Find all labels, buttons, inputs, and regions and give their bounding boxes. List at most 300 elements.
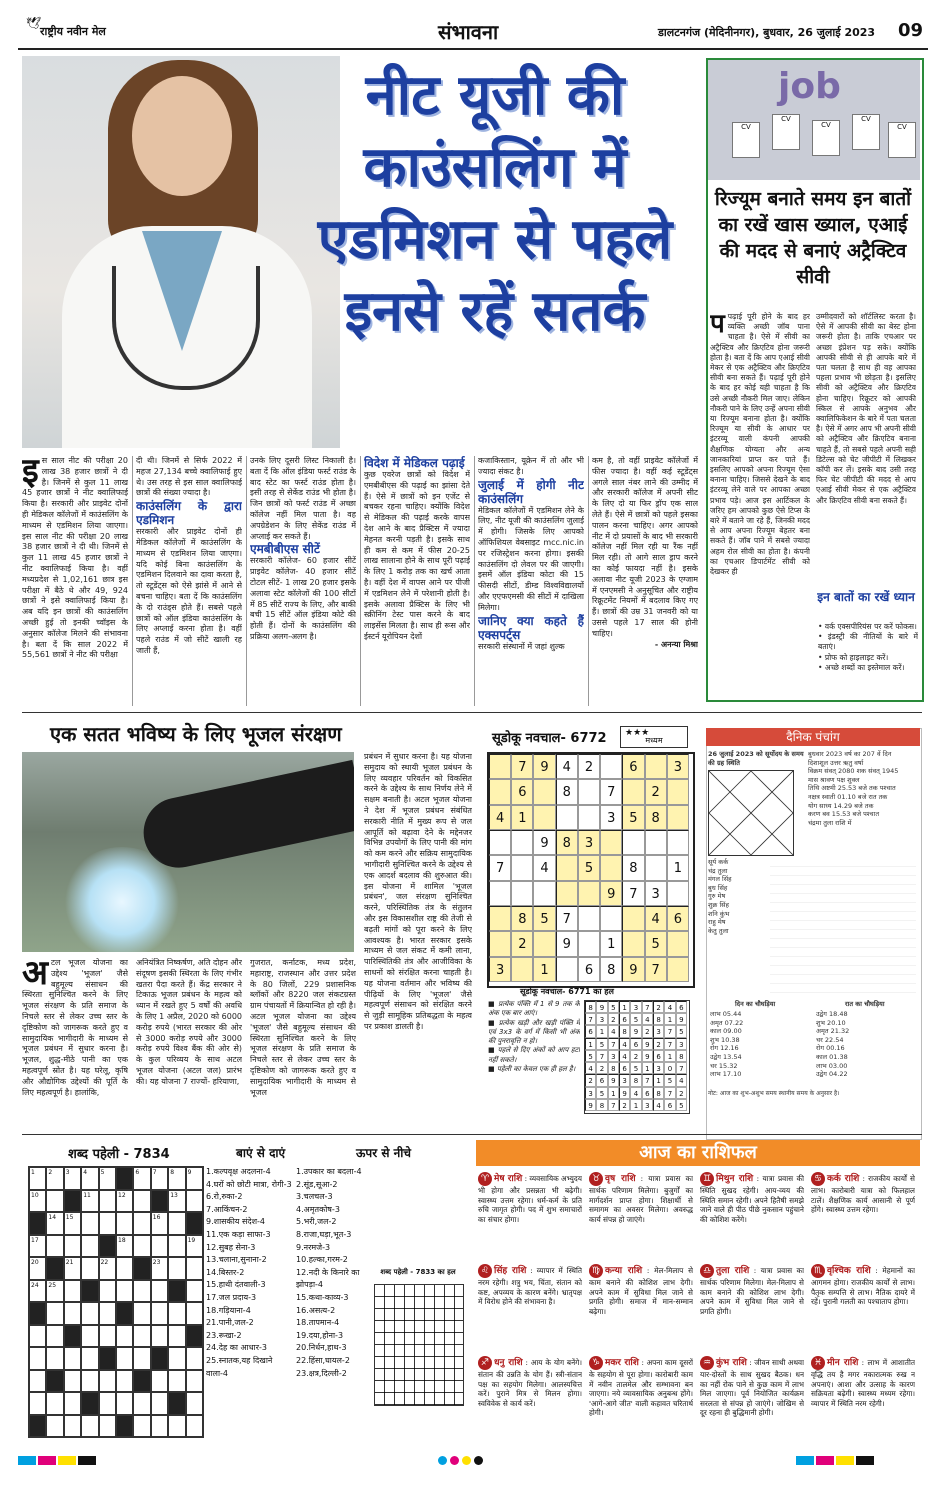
- rashi-name: सिंह राशि: [494, 1266, 527, 1276]
- sub-mbbs: एमबीबीएस सीटें: [250, 542, 320, 557]
- sudoku-answer-cell: 7: [664, 1038, 675, 1050]
- rashi-lion: [478, 1264, 582, 1348]
- sudoku-answer-cell: 9: [596, 1001, 607, 1013]
- sudoku-answer-cell: 2: [619, 1099, 630, 1111]
- rashi-name: मकर राशि: [605, 1358, 639, 1368]
- sudoku-answer-cell: 0: [664, 1062, 675, 1074]
- rashi-name: धनु राशि: [494, 1358, 523, 1368]
- rashi-name: मिथुन राशि: [716, 1174, 754, 1184]
- across-clue: 6.रो,रुका-2: [206, 1192, 243, 1202]
- rashi-name: मीन राशि: [827, 1358, 859, 1368]
- crossword-cell: [186, 1415, 203, 1438]
- sudoku-answer-grid: [584, 1000, 690, 1114]
- choghadiya-entry: उद्वेग 13.54: [710, 1052, 742, 1061]
- sudoku-answer-cell: 3: [630, 1001, 641, 1013]
- crossword-cell: [64, 1235, 81, 1258]
- sudoku-cell: [578, 906, 600, 931]
- rashi-text: : लाभ में आशातीत वृद्धि तय है मगर नकारात्मक रुख न अपनाएं। आशा और उत्साह के कारण सक्रियता बढ़ेगी। स्वास्थ्य मध्यम रहेगा। व्यापार में स्थिति नरम रहेगी।: [811, 1358, 915, 1408]
- crossword-cell: [64, 1280, 81, 1303]
- pot-icon: ♒: [700, 1356, 714, 1370]
- sudoku-cell: 2: [578, 754, 600, 779]
- sudoku-cell: [667, 881, 689, 906]
- planet-line: केतु तुला: [708, 926, 729, 935]
- sudoku-cell: 5: [578, 855, 600, 880]
- down-clue: 2.सूंड,सूआ-2: [296, 1179, 338, 1189]
- planet-line: चंद्र तुला: [708, 866, 728, 875]
- planet-line: मंगल सिंह: [708, 875, 732, 884]
- crossword-cell: [133, 1392, 150, 1415]
- planet-line: गुरु मेष: [708, 892, 726, 901]
- sudoku-cell: 6: [667, 906, 689, 931]
- crossword-cell: [99, 1347, 116, 1370]
- sudoku-answer-cell: 7: [642, 1074, 653, 1086]
- sudoku-answer-cell: 8: [630, 1074, 641, 1086]
- page-number: 09: [898, 20, 924, 41]
- sudoku-answer-cell: 6: [653, 1050, 664, 1062]
- crossword-cell: [116, 1347, 133, 1370]
- sudoku-cell: 1: [533, 957, 555, 982]
- crossword-cell: [81, 1212, 98, 1235]
- crossword-cell: [151, 1370, 168, 1393]
- sudoku-answer-cell: 3: [653, 1025, 664, 1037]
- gw-col-3: गुजरात, कर्नाटक, मध्य प्रदेश, महाराष्ट्र, राजस्थान और उत्तर प्रदेश के 80 जिलों, 229 प्रशासनिक ब्लॉकों और 8220 जल संकटग्रस्त ग्राम पंचायतों में क्रियान्वित हो रही है। अटल भूजल योजना का उद्देश्य 'भूजल' जैसे बहुमूल्य संसाधन की स्थिरता सुनिश्चित करने के लिए भूजल संरक्षण के प्रति समाज के निचले स्तर से लेकर उच्च स्तर के दृष्टिकोण को जागरूक करते हुए व सामुदायिक भागीदारी के माध्यम से भूजल: [250, 958, 356, 1097]
- planet-line: शनि कुंभ: [708, 909, 730, 918]
- crossword-cell: [99, 1370, 116, 1393]
- sudoku-answer-cell: 1: [664, 1050, 675, 1062]
- sudoku-answer-cell: 6: [642, 1087, 653, 1099]
- lead-col-2: दी थी। जिनमें से सिर्फ 2022 में महज 27,134 बच्चे क्वालिफाई हुए थे। उस तरह से इस साल क्वालिफाई छात्रों की संख्या ज्यादा है। काउंसलिंग के द्वारा एडमिशन सरकारी और प्राइवेट दोनों ही मेडिकल कॉलेजों में काउंसलिंग के माध्यम से एडमिशन लिया जाएगा। यदि कोई बिना काउंसलिंग के एडमिशन दिलवाने का दावा करता है, तो स्टूडेंट्स को ऐसे झांसे में आने से बचना चाहिए। बता दें कि काउंसलिंग के दो राउंड्स होते हैं। सबसे पहले छात्रों को ऑल इंडिया काउंसलिंग के लिए अप्लाई करना होता है। वहीं पहले राउंड में जो सीटें खाली रह जाती हैं,: [136, 456, 242, 655]
- down-clue: 8.राजा,घड़ा,भूत-3: [296, 1229, 352, 1239]
- choghadiya-entry: रोग 12.16: [710, 1044, 739, 1053]
- rashi-ram: [478, 1172, 582, 1256]
- rashi-text: : व्यापार में स्थिति नरम रहेगी। शत्रु भय, चिंता, संतान को कष्ट, अपव्यय के कारण बनेंगे। भ्रातृपक्ष में विरोध होने की संभावना है।: [478, 1266, 582, 1306]
- sudoku-cell: 1: [511, 805, 533, 830]
- crab-icon: ♋: [811, 1172, 825, 1186]
- crossword-cell: [29, 1347, 46, 1370]
- fish-icon: ♓: [811, 1356, 825, 1370]
- crossword-cell: [64, 1347, 81, 1370]
- down-clue: 20.निर्धन,हाथ-3: [296, 1343, 347, 1353]
- crossword-cell: 12: [116, 1190, 133, 1213]
- crossword-cell: 13: [168, 1190, 185, 1213]
- job-logo: job: [778, 66, 841, 107]
- sudoku-answer-cell: 2: [676, 1087, 687, 1099]
- across-clue: 9.शासकीय संदेश-4: [206, 1217, 266, 1227]
- crossword-cell: [81, 1392, 98, 1415]
- rashifal-title: आज का राशिफल: [476, 1140, 920, 1166]
- rashi-pot: [700, 1356, 804, 1440]
- sudoku-answer-cell: 4: [630, 1087, 641, 1099]
- sudoku-answer-cell: 7: [664, 1087, 675, 1099]
- sudoku-cell: 5: [533, 906, 555, 931]
- sudoku-cell: 7: [489, 855, 511, 880]
- across-clue: 18.गड़ियाना-4: [206, 1305, 251, 1315]
- rashi-twins: [700, 1172, 804, 1256]
- crossword-cell: [116, 1415, 133, 1438]
- sudoku-cell: 9: [556, 931, 578, 956]
- crossword-cell: [116, 1167, 133, 1190]
- crossword-cell: 14: [46, 1212, 63, 1235]
- sudoku-answer-cell: 4: [619, 1038, 630, 1050]
- crossword-cell: [29, 1325, 46, 1348]
- crossword-cell: [99, 1190, 116, 1213]
- sudoku-cell: [489, 881, 511, 906]
- crossword-cell: 11: [81, 1190, 98, 1213]
- sudoku-cell: [578, 931, 600, 956]
- crossword-cell: [29, 1392, 46, 1415]
- crossword-cell: [168, 1212, 185, 1235]
- across-clue: 11.एक कड़ा साफा-3: [206, 1229, 271, 1239]
- job-tips-title: इन बातों का रखें ध्यान: [817, 590, 915, 604]
- crossword-grid: [28, 1166, 204, 1438]
- crossword-cell: 4: [81, 1167, 98, 1190]
- sudoku-cell: 9: [533, 754, 555, 779]
- sudoku-cell: [578, 779, 600, 804]
- sudoku-answer-cell: 5: [676, 1099, 687, 1111]
- scorpion-icon: ♏: [811, 1264, 825, 1278]
- crossword-cell: [116, 1392, 133, 1415]
- crossword-cell: 23: [151, 1257, 168, 1280]
- panchang-line: दिशाशूल उत्तर ऋतु वर्षा: [808, 758, 864, 767]
- panchang-line: करण बव 15.53 बजे पश्चात: [808, 810, 880, 819]
- sudoku-answer-cell: 8: [676, 1050, 687, 1062]
- choghadiya-entry: काल 01.38: [816, 1052, 848, 1061]
- byline: - अनन्या मिश्रा: [654, 639, 698, 649]
- sudoku-cell: 8: [511, 906, 533, 931]
- rashi-text: : आय के योग बनेंगे। संतान की उन्नति के योग हैं। स्त्री-संतान पक्ष का सहयोग मिलेगा। आलस्यचित्त करें। पुराने मित्र से मिलन होगा। स्वविवेक से कार्य करें।: [478, 1358, 582, 1408]
- sudoku-answer-cell: 1: [642, 1062, 653, 1074]
- crossword-cell: [186, 1190, 203, 1213]
- across-clue: 25.स्नातक,यह दिखाने वाला-4: [206, 1355, 273, 1378]
- sudoku-cell: 8: [600, 957, 622, 982]
- bull-icon: ♉: [589, 1172, 603, 1186]
- rashi-text: : यात्रा प्रवास का सार्थक परिणाम मिलेगा। मेल-मिलाप से काम बनाने की कोशिश लाभ देगी। अपने काम में सुविधा मिल जाने से प्रगति होगी।: [700, 1266, 804, 1316]
- crossword-cell: [133, 1370, 150, 1393]
- sudoku-cell: [511, 830, 533, 855]
- sudoku-cell: 6: [622, 754, 644, 779]
- bird-logo-icon: 🕊: [26, 16, 42, 30]
- sudoku-answer-cell: 2: [630, 1050, 641, 1062]
- panchang-line: नक्षत्र स्वाती 01.10 बजे रात तक: [808, 792, 888, 801]
- sudoku-answer-cell: 7: [585, 1013, 596, 1025]
- day-choghadiya-title: दिन का चौघड़िया: [735, 1000, 776, 1008]
- crossword-cell: [29, 1415, 46, 1438]
- crossword-cell: 5: [99, 1167, 116, 1190]
- newspaper-logo: राष्ट्रीय नवीन मेल: [40, 25, 106, 38]
- crossword-cell: 22: [99, 1257, 116, 1280]
- sudoku-answer-title: सूडोकू नवचाल- 6771 का हल: [520, 987, 614, 996]
- sudoku-rules: ■ प्रत्येक पंक्ति में 1 से 9 तक के अंक एक बार आएं। ■ प्रत्येक खड़ी और खड़ी पंक्ति में एवं 3x3 के वर्ग में किसी भी अंक की पुनरावृत्ति न हो। ■ पहले से दिए अंकों को आप हटा नहीं सकते। ■ पहेली का केवल एक ही हल है।: [488, 1000, 580, 1074]
- sudoku-cell: 2: [645, 779, 667, 804]
- sudoku-cell: [667, 931, 689, 956]
- crossword-cell: 20: [29, 1257, 46, 1280]
- sudoku-cell: [489, 931, 511, 956]
- crossword-cell: [116, 1302, 133, 1325]
- gw-col-2: अनियंत्रित निष्कर्षण, अति दोहन और संदूषण इसकी स्थिरता के लिए गंभीर खतरा पैदा करते हैं। केंद्र सरकार ने टिकाऊ भूजल प्रबंधन के महत्व को ध्यान में रखते हुए 5 वर्षों की अवधि के लिए 1 अप्रैल, 2020 को 6000 करोड़ रुपये (भारत सरकार की ओर से 3000 करोड़ रुपये और 3000 करोड़ रुपये विश्व बैंक की ओर से) के कुल परिव्यय के साथ अटल भूजल योजना (अटल जल) प्रारंभ की। यह योजना 7 राज्यों- हरियाणा,: [136, 958, 242, 1086]
- sudoku-answer-cell: 5: [596, 1038, 607, 1050]
- crossword-cell: [46, 1347, 63, 1370]
- kundli-chart-icon: [708, 770, 794, 856]
- sudoku-cell: [556, 881, 578, 906]
- choghadiya-entry: काल 09.00: [710, 1027, 742, 1036]
- star-icon: ★★★: [625, 728, 650, 738]
- crossword-cell: 17: [29, 1235, 46, 1258]
- rashi-name: वृष राशि: [605, 1174, 636, 1184]
- sudoku-cell: [645, 855, 667, 880]
- crossword-answer-title: शब्द पहेली - 7833 का हल: [380, 1268, 456, 1276]
- crossword-cell: 9: [186, 1167, 203, 1190]
- crossword-cell: [64, 1302, 81, 1325]
- sudoku-level: ★★★ मध्यम: [620, 726, 688, 748]
- sudoku-cell: [622, 779, 644, 804]
- crossword-cell: [64, 1370, 81, 1393]
- crossword-cell: [116, 1370, 133, 1393]
- cv-card-icon: CV: [852, 114, 880, 150]
- job-col-2: उम्मीदवारों को शॉर्टलिस्ट करता है। ऐसे में आपकी सीवी का बेस्ट होना जरूरी होता है। ताकि एचआर पर अच्छा इंप्रेशन पड़ सके। क्योंकि आपकी सीवी से ही आपके बारे में पता चलता है साथ ही वह आपका पहला प्रभाव भी छोड़ता है। इसलिए सीवी को अट्रैक्टिव और क्रिएटिव होना चाहिए। रिक्रूटर को आपकी स्किल से आपके अनुभव और क्वालिफिकेशन के बारे में पता चलता है। ऐसे में अगर आप भी अपनी सीवी को अट्रैक्टिव और क्रिएटिव बनाना चाहते हैं, तो सबसे पहले अपनी सही डिटेल्स को चेट जीपीटी में लिखकर कॉपी कर लें। इसके बाद उसी तरह फिर चेट जीपीटी की मदद से आप एआई सीवी मेकर से एक अट्रैक्टिव और क्रिएटिव सीवी बना सकते हैं।: [816, 312, 916, 505]
- sudoku-cell: 9: [622, 957, 644, 982]
- sudoku-answer-cell: 1: [619, 1001, 630, 1013]
- sudoku-cell: 8: [645, 805, 667, 830]
- sudoku-cell: 7: [511, 754, 533, 779]
- sudoku-answer-cell: 4: [676, 1074, 687, 1086]
- sudoku-cell: [511, 957, 533, 982]
- sudoku-answer-cell: 4: [585, 1062, 596, 1074]
- sudoku-cell: [533, 881, 555, 906]
- crossword-cell: [133, 1302, 150, 1325]
- panchang-title: दैनिक पंचांग: [706, 728, 920, 746]
- sudoku-cell: 7: [622, 881, 644, 906]
- down-title: ऊपर से नीचे: [356, 1146, 411, 1160]
- choghadiya-entry: अमृत 07.22: [710, 1018, 744, 1027]
- choghadiya-entry: लाभ 17.10: [710, 1070, 742, 1079]
- rashi-maiden: [589, 1264, 693, 1348]
- sudoku-cell: [489, 830, 511, 855]
- sudoku-answer-cell: 6: [676, 1001, 687, 1013]
- panchang-line: विक्रम संवत् 2080 शक संवत् 1945: [808, 767, 899, 776]
- lead-col-3: उनके लिए दूसरी लिस्ट निकाली है। बता दें कि ऑल इंडिया फर्स्ट राउंड के बाद स्टेट का फर्स्ट राउंड होता है। इसी तरह से सेकेंड राउंड भी होता है। जिन छात्रों को फर्स्ट राउंड में अच्छा कॉलेज नहीं मिल पाता है। वह अपग्रेडेशन के लिए सेकेंड राउंड में अप्लाई कर सकते हैं। एमबीबीएस सीटें सरकारी कॉलेज- 60 हजार सीटें प्राइवेट कॉलेज- 40 हजार सीटें टोटल सीटें- 1 लाख 20 हजार इसके अलावा स्टेट कॉलेजों की 100 सीटों में 85 सीटें राज्य के लिए, और बाकी बची 15 सीटें ऑल इंडिया कोटे की होती हैं। दोनों के काउंसलिंग की प्रक्रिया अलग-अलग है।: [250, 456, 356, 641]
- sudoku-cell: 4: [645, 906, 667, 931]
- crossword-cell: [186, 1392, 203, 1415]
- panchang-line: बुधवार 2023 वर्ष का 207 वें दिन: [808, 750, 892, 758]
- sudoku-cell: 7: [556, 906, 578, 931]
- sudoku-cell: 3: [578, 830, 600, 855]
- gw-col-1: अटल भूजल योजना का उद्देश्य 'भूजल' जैसे बहुमूल्य संसाधन की स्थिरता सुनिश्चित करने के लिए भूजल संरक्षण के प्रति समाज के निचले स्तर से लेकर उच्च स्तर के दृष्टिकोण को जागरूक करते हुए व सामुदायिक भागीदारी के माध्यम से भूजल प्रबंधन में सुधार करना है। भूजल, शुद्ध-मीठे पानी का एक महत्वपूर्ण स्रोत है। यह घरेलू, कृषि और औद्योगिक उद्देश्यों की पूर्ति के लिए महत्वपूर्ण है। हालांकि,: [22, 958, 128, 1097]
- crossword-cell: 25: [46, 1280, 63, 1303]
- sudoku-cell: [556, 805, 578, 830]
- across-clue: 17.जल प्रदाय-3: [206, 1292, 257, 1302]
- rashi-bull: [589, 1172, 693, 1256]
- sudoku-cell: [511, 855, 533, 880]
- crossword-cell: [64, 1325, 81, 1348]
- sudoku-answer-cell: 5: [608, 1001, 619, 1013]
- print-color-bar: [18, 1450, 928, 1464]
- rashi-text: : मेहमानों का आगमन होगा। राजकीय कार्यों से लाभ। पैतृक सम्पत्ति से लाभ। नैतिक दायरे में रहें। पुरानी गलती का पश्चाताप होगा।: [811, 1266, 915, 1306]
- sudoku-answer-cell: 5: [630, 1013, 641, 1025]
- crossword-cell: 15: [64, 1212, 81, 1235]
- crossword-cell: [168, 1370, 185, 1393]
- panchang-intro: 26 जुलाई 2023 को सूर्योदय के समय की ग्रह स्थिति: [708, 750, 804, 767]
- sudoku-answer-cell: 9: [608, 1074, 619, 1086]
- gw-col-4: प्रबंधन में सुधार करना है। यह योजना समुदाय को स्थायी भूजल प्रबंधन के लिए व्यवहार परिवर्तन को विकसित करने के उद्देश्य के साथ निर्णय लेने में सक्षम बनाती है। अटल भूजल योजना ने देश में भूजल प्रबंधन संबंधित सरकारी नीति में मुख्य रूप से जल आपूर्ति को बढ़ावा देने के मद्देनजर विभिन्न उपयोगों के लिए पानी की मांग को कम करने और सक्रिय सामुदायिक भागीदारी सुनिश्चित करने के उद्देश्य से एक आदर्श बदलाव की शुरुआत की। इस योजना में शामिल 'भूजल प्रबंधन', जल संरक्षण सुनिश्चित करने, परिस्थितिक तंत्र के संतुलन और इस विकासशील राष्ट्र की तेजी से बढ़ती मांगों को पूरा करने के लिए आवश्यक है। भारत सरकार इसके माध्यम से जल संकट में कमी लाना, पारिस्थितिकी तंत्र और आजीविका के साधनों को संरक्षित करना चाहती है। यह योजना वर्तमान और भविष्य की पीढ़ियों के लिए 'भूजल' जैसे महत्वपूर्ण संसाधन को संरक्षित करने से जुड़ी सामूहिक प्रतिबद्धता के महत्व पर प्रकाश डालती है।: [364, 752, 472, 1031]
- crossword-cell: [151, 1190, 168, 1213]
- crossword-cell: [81, 1347, 98, 1370]
- cv-card-icon: CV: [732, 122, 760, 158]
- across-clue: 12.सुबह सेना-3: [206, 1242, 256, 1252]
- down-clue: 4.अमृतकोष-3: [296, 1204, 340, 1214]
- down-clue: 10.हल्का,गरम-2: [296, 1255, 348, 1265]
- sudoku-cell: 5: [645, 931, 667, 956]
- sudoku-answer-cell: 8: [619, 1025, 630, 1037]
- scales-icon: ♎: [700, 1264, 714, 1278]
- crossword-cell: [186, 1325, 203, 1348]
- across-clue: 13.चलाना,सुनाना-2: [206, 1255, 267, 1265]
- sub-experts: जानिए क्या कहते हैं एक्सपर्ट्स: [478, 613, 584, 642]
- crossword-answer-grid: [374, 1284, 464, 1406]
- rashi-name: मेष राशि: [494, 1174, 523, 1184]
- crossword-cell: [133, 1235, 150, 1258]
- doctor-photo: [22, 56, 340, 448]
- across-clues: [206, 1166, 294, 1380]
- rashi-goat: [589, 1356, 693, 1440]
- sudoku-cell: [489, 906, 511, 931]
- sudoku-cell: 4: [533, 855, 555, 880]
- crossword-cell: [133, 1190, 150, 1213]
- sudoku-answer-cell: 1: [630, 1099, 641, 1111]
- panchang-details: [808, 750, 918, 870]
- panchang-footer: नोट: आज का शुभ-अशुभ समय स्थानीय समय के अनुसार है।: [708, 1090, 840, 1097]
- planet-line: शुक्र सिंह: [708, 900, 730, 909]
- ram-icon: ♈: [478, 1172, 492, 1186]
- sudoku-answer-cell: 7: [676, 1062, 687, 1074]
- rashi-name: तुला राशि: [716, 1266, 750, 1276]
- sudoku-answer-cell: 1: [585, 1038, 596, 1050]
- sudoku-answer-cell: 7: [596, 1050, 607, 1062]
- crossword-cell: 18: [116, 1235, 133, 1258]
- sudoku-cell: [578, 805, 600, 830]
- across-clue: 21.पानी,जल-2: [206, 1318, 254, 1328]
- lead-col-1: इस साल नीट की परीक्षा 20 लाख 38 हजार छात्रों ने दी है। जिनमें से कुल 11 लाख 45 हजार छात्रों ने नीट क्वालिफाई किया है। सरकारी और प्राइवेट दोनों ही मेडिकल कॉलेजों में काउंसलिंग के माध्यम से एडमिशन लिया जाएगा। इस साल नीट की परीक्षा 20 लाख 38 हजार छात्रों ने दी थी। जिनमें से कुल 11 लाख 45 हजार छात्रों ने नीट क्वालिफाई किया है। वहीं मध्यप्रदेश से 1,02,161 छात्र इस परीक्षा में बैठे थे और 49, 924 छात्रों ने इसे क्वालिफाई किया है। अब यदि इन छात्रों की काउंसलिंग अच्छी हुई तो इनकी च्वॉइस के अनुसार कॉलेज मिलने की संभावना है। बता दें कि साल 2022 में 55,561 छात्रों ने नीट की परीक्षा: [22, 456, 128, 660]
- sudoku-answer-cell: 5: [664, 1074, 675, 1086]
- sudoku-title: सूडोकू नवचाल- 6772: [492, 731, 607, 746]
- choghadiya-entry: रोग 00.16: [816, 1044, 845, 1053]
- sudoku-answer-cell: 3: [596, 1013, 607, 1025]
- sudoku-cell: 7: [600, 779, 622, 804]
- crossword-cell: [116, 1212, 133, 1235]
- cv-card-icon: CV: [812, 120, 840, 156]
- planet-line: सूर्य कर्क: [708, 858, 729, 866]
- crossword-cell: [168, 1325, 185, 1348]
- crossword-cell: [29, 1212, 46, 1235]
- rashi-name: कन्या राशि: [605, 1266, 643, 1276]
- crossword-cell: [99, 1235, 116, 1258]
- across-clue: 7.आकिंचन-2: [206, 1204, 248, 1214]
- choghadiya-entry: लाभ 03.00: [816, 1061, 848, 1070]
- job-col-1: पपढ़ाई पूरी होने के बाद हर व्यक्ति अच्छी जॉब पाना चाहता है। ऐसे में सीवी का अट्रैक्टिव और क्रिएटिव होना जरूरी होता है। बता दें कि आप एआई सीवी मेकर से एक अट्रैक्टिव और क्रिएटिव सीवी बना सकते हैं। पढ़ाई पूरी होने के बाद हर कोई यही चाहता है कि उसे अच्छी नौकरी मिल जाए। लेकिन नौकरी पाने के लिए उन्हें अपना सीवी या रिज्यूम बनाना होता है। क्योंकि रिज्यूम या सीवी के आधार पर इंटरव्यू वाली कंपनी आपकी शैक्षणिक योग्यता और अन्य जानकारियां प्राप्त कर पाते हैं। इसलिए आपको अपना रिज्यूम ऐसा बनाना चाहिए। जिससे देखने के बाद इंटरव्यू लेने वाले पर आपका अच्छा प्रभाव पड़े। आज इस आर्टिकल के जरिए हम आपको कुछ ऐसे टिप्स के बारे में बताने जा रहे हैं, जिनकी मदद से आप अपना रिज्यूम बेहतर बना सकते हैं। जॉब पाने में सबसे ज्यादा अहम रोल सीवी का होता है। कंपनी का एचआर डिपार्टमेंट सीवी को देखकर ही: [710, 312, 810, 577]
- sudoku-answer-cell: 5: [630, 1062, 641, 1074]
- crossword-cell: [81, 1257, 98, 1280]
- choghadiya-entry: शुभ 20.10: [816, 1018, 846, 1027]
- sudoku-answer-cell: 3: [676, 1038, 687, 1050]
- sudoku-answer-cell: 2: [653, 1001, 664, 1013]
- sudoku-cell: 6: [511, 779, 533, 804]
- crossword-cell: 10: [29, 1190, 46, 1213]
- sudoku-answer-cell: 8: [653, 1087, 664, 1099]
- down-clue: 9.नरमजे-3: [296, 1242, 331, 1252]
- crossword-cell: [168, 1415, 185, 1438]
- sub-counsel: काउंसलिंग के द्वारा एडमिशन: [136, 499, 242, 528]
- sudoku-cell: [622, 906, 644, 931]
- choghadiya-entry: चर 22.54: [816, 1035, 844, 1044]
- sudoku-cell: 3: [667, 754, 689, 779]
- crossword-cell: [64, 1190, 81, 1213]
- sudoku-cell: 5: [622, 805, 644, 830]
- crossword-cell: 1: [29, 1167, 46, 1190]
- lead-col-5: कजाकिस्तान, यूक्रेन में तो और भी ज्यादा संकट है। जुलाई में होगी नीट काउंसलिंग मेडिकल कॉलेजों में एडमिशन लेने के लिए, नीट यूजी की काउंसलिंग जुलाई में होगी। जिसके लिए आपको ऑफिशियल वेबसाइट mcc.nic.in पर रजिस्ट्रेशन करना होगा। इसकी काउंसलिंग दो लेवल पर की जाएगी। इसमें ऑल इंडिया कोटा की 15 फीसदी सीटों, डीम्ड विश्वविद्यालयों और एएफएमसी की सीटों में दाखिला मिलेगा। जानिए क्या कहते हैं एक्सपर्ट्स सरकारी संस्थानों में जहां शुल्क: [478, 456, 584, 651]
- section-title: संभावना: [438, 20, 499, 44]
- sudoku-cell: [622, 931, 644, 956]
- sudoku-answer-cell: 7: [608, 1038, 619, 1050]
- sudoku-answer-cell: 3: [642, 1099, 653, 1111]
- sudoku-answer-cell: 5: [676, 1025, 687, 1037]
- crossword-cell: [64, 1415, 81, 1438]
- sudoku-cell: 8: [556, 779, 578, 804]
- crossword-cell: [151, 1392, 168, 1415]
- sudoku-answer-cell: 6: [630, 1038, 641, 1050]
- sudoku-cell: 3: [645, 881, 667, 906]
- sudoku-cell: [645, 830, 667, 855]
- crossword-cell: [99, 1392, 116, 1415]
- sudoku-cell: [578, 881, 600, 906]
- crossword-cell: [151, 1415, 168, 1438]
- crossword-cell: 21: [64, 1257, 81, 1280]
- crossword-cell: 2: [46, 1167, 63, 1190]
- crossword-cell: [81, 1302, 98, 1325]
- sudoku-answer-cell: 6: [619, 1062, 630, 1074]
- crossword-cell: [29, 1302, 46, 1325]
- sudoku-cell: [556, 957, 578, 982]
- down-clue: 15.कथा-काव्य-3: [296, 1292, 349, 1302]
- crossword-cell: [133, 1280, 150, 1303]
- sudoku-cell: 1: [667, 855, 689, 880]
- rashi-name: वृश्चिक राशि: [827, 1266, 871, 1276]
- rashi-scorpion: [811, 1264, 915, 1348]
- rashi-scales: [700, 1264, 804, 1348]
- crossword-cell: [151, 1347, 168, 1370]
- crossword-cell: [46, 1392, 63, 1415]
- sudoku-cell: [600, 830, 622, 855]
- rashi-text: : जीवन साथी अथवा यार-दोस्तों के साथ सुखद बैठक। धन का नहीं रोक पाने से कुछ काम में लाभ मिल जाएगा। पूर्व नियोजित कार्यक्रम सरलता से संपन्न हो जाएंगे। जोखिम से दूर रहना ही बुद्धिमानी होगी।: [700, 1358, 804, 1417]
- crossword-cell: [186, 1370, 203, 1393]
- crossword-cell: [81, 1280, 98, 1303]
- sudoku-cell: [667, 830, 689, 855]
- groundwater-headline: एक सतत भविष्य के लिए भूजल संरक्षण: [50, 722, 342, 746]
- down-clue: 22.हिंसा,घायल-2: [296, 1355, 350, 1365]
- sudoku-answer-cell: 4: [664, 1001, 675, 1013]
- planet-line: राहु मेष: [708, 918, 726, 927]
- cv-card-icon: CV: [888, 122, 916, 158]
- sudoku-answer-cell: 3: [653, 1062, 664, 1074]
- sudoku-cell: 7: [645, 957, 667, 982]
- sudoku-answer-cell: 8: [608, 1062, 619, 1074]
- sudoku-answer-cell: 1: [596, 1025, 607, 1037]
- water-pipe-photo: [22, 752, 354, 952]
- sudoku-grid: [487, 752, 695, 988]
- crossword-cell: [168, 1392, 185, 1415]
- sudoku-answer-cell: 6: [596, 1074, 607, 1086]
- night-choghadiya-title: रात का चौघड़िया: [845, 1000, 885, 1008]
- sudoku-answer-cell: 4: [619, 1050, 630, 1062]
- across-clue: 1.कल्पवृक्ष अदलना-4: [206, 1167, 271, 1176]
